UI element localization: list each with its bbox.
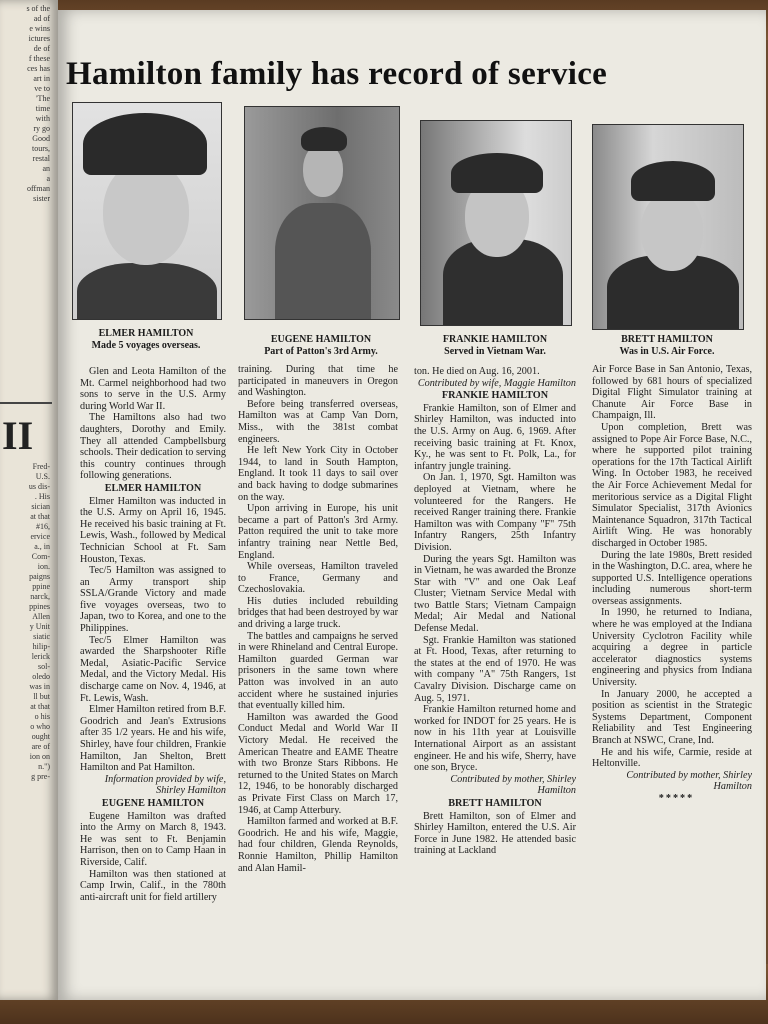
left-page-text-fragment: U.S.	[35, 472, 50, 481]
left-page-text-fragment: g pre-	[31, 772, 50, 781]
left-page-text-fragment: ictures	[28, 34, 50, 43]
left-page-text-fragment: Com-	[31, 552, 50, 561]
left-page-text-fragment: ought	[31, 732, 50, 741]
paragraph: The Hamiltons also had two daughters, Dorothy and Emily. They all attended Campbellsburg schools. Their dedication to serving this country continues through following generations.	[80, 412, 226, 482]
left-page-text-fragment: at that	[30, 512, 50, 521]
article-column-2	[238, 364, 398, 874]
left-page-text-fragment: narck,	[30, 592, 50, 601]
paragraph: During the late 1980s, Brett resided in the Washington, D.C. area, where he supported U.S. Intelligence operations including numerous short-term overseas assignments.	[592, 549, 752, 607]
left-page-text-fragment: 'The	[36, 94, 50, 103]
left-page-text-fragment: tours,	[32, 144, 50, 153]
photo-caption-text: Made 5 voyages overseas.	[91, 340, 201, 351]
section-heading: BRETT HAMILTON	[448, 797, 542, 809]
paragraph: He left New York City in October 1944, to land in South Hampton, England. It took 11 days to sail over and back having to dodge submarines on the way.	[238, 445, 398, 503]
left-page-text-fragment: ve to	[34, 84, 50, 93]
paragraph: In January 2000, he accepted a position as scientist in the Strategic Systems Department, Component Reliability and Test Engineering Branch at NSWC, Crane, Ind.	[592, 688, 752, 746]
left-page-text-fragment: n.")	[38, 762, 50, 771]
left-page-rule	[0, 402, 52, 404]
left-page-text-fragment: paigns	[29, 572, 50, 581]
left-page-text-fragment: ion on	[29, 752, 50, 761]
contributor-credit: Information provided by wife, Shirley Hamilton	[104, 773, 226, 797]
section-heading: FRANKIE HAMILTON	[441, 390, 549, 402]
left-page-text-fragment: sister	[33, 194, 50, 203]
end-mark: *****	[658, 792, 695, 804]
left-page-text-fragment: . His	[34, 492, 50, 501]
left-page-heading-fragment: II	[2, 413, 34, 458]
photo-caption-text: Part of Patton's 3rd Army.	[264, 346, 378, 357]
paragraph: The battles and campaigns he served in were Rhineland and Central Europe. Hamilton guarded German war prisoners in the same town where Patton was involved in an auto accident where he sustained injuries that eventually killed him.	[238, 630, 398, 712]
paragraph: Glen and Leota Hamilton of the Mt. Carmel neighborhood had two sons to serve in the U.S. Army during World War II.	[80, 366, 226, 412]
paragraph: Elmer Hamilton retired from B.F. Goodrich and Jean's Extrusions after 35 1/2 years. He and his wife, Shirley, have four children, Frankie Hamilton, Jan Shelton, Brett Hamilton and Pat Hamilton.	[80, 704, 226, 774]
contributor-credit: Contributed by mother, Shirley Hamilton	[626, 769, 752, 793]
photo-caption-name: BRETT HAMILTON	[621, 334, 713, 345]
photo-frankie-hamilton	[420, 120, 572, 326]
left-page-text-fragment: restal	[32, 154, 50, 163]
paragraph: ton. He died on Aug. 16, 2001.	[414, 366, 540, 377]
paragraph: training. During that time he participated in maneuvers in Oregon and Washington.	[238, 364, 398, 399]
left-page	[0, 0, 58, 1000]
article-column-4	[592, 364, 752, 805]
left-page-text-fragment: de of	[33, 44, 50, 53]
photo-caption-text: Was in U.S. Air Force.	[619, 346, 715, 357]
left-page-text-fragment: ll but	[33, 692, 50, 701]
paragraph: On Jan. 1, 1970, Sgt. Hamilton was deployed at Vietnam, where he volunteered for the Rangers. He received Ranger training there. Frankie Hamilton was with Company "F" 75th Infantry Rangers, 25th Infantry Division.	[414, 472, 576, 553]
left-page-text-fragment: s of the	[26, 4, 50, 13]
paragraph: Eugene Hamilton was drafted into the Army on March 8, 1943. He was sent to Ft. Benjamin Harrison, then on to Camp Haan in Riverside, Calif.	[80, 810, 226, 868]
left-page-text-fragment: a., in	[34, 542, 50, 551]
paragraph: Before being transferred overseas, Hamilton was at Camp Van Dorn, Miss., with the 381st combat engineers.	[238, 398, 398, 445]
photo-caption-text: Served in Vietnam War.	[444, 346, 546, 357]
left-page-text-fragment: with	[35, 114, 50, 123]
paragraph: He and his wife, Carmie, reside at Heltonville.	[592, 746, 752, 770]
left-page-text-fragment: a	[46, 174, 50, 183]
article-headline: Hamilton family has record of service	[66, 56, 608, 92]
paragraph: In 1990, he returned to Indiana, where he was employed at the Indiana University Cyclotron Facility while acquiring a degree in particle accelerator diagnostics systems engineering and physics from Indiana University.	[592, 607, 752, 689]
section-heading: EUGENE HAMILTON	[101, 797, 205, 809]
left-page-text-fragment: ad of	[33, 14, 50, 23]
left-page-text-fragment: an	[42, 164, 50, 173]
left-page-text-fragment: y Unit	[29, 622, 50, 631]
left-page-text-fragment: hilip-	[32, 642, 50, 651]
left-page-text-fragment: Allen	[32, 612, 50, 621]
photo-caption-name: EUGENE HAMILTON	[270, 334, 372, 345]
paragraph: Frankie Hamilton, son of Elmer and Shirley Hamilton, was inducted into the U.S. Army on Aug. 6, 1969. After receiving basic training at Ft. Knox, Ky., he was sent to Ft. Polk, La., for infantry jungle training.	[414, 402, 576, 472]
left-page-text-fragment: o who	[30, 722, 50, 731]
left-page-text-fragment: are of	[31, 742, 50, 751]
left-page-text-fragment: lerick	[31, 652, 50, 661]
paragraph: During the years Sgt. Hamilton was in Vietnam, he was awarded the Bronze Star with "V" and one Oak Leaf Cluster; Vietnam Service Medal with two Battle Stars; Vietnam Campaign Medal; Air Medal and National Defense Medal.	[414, 553, 576, 635]
left-page-text-fragment: oledo	[32, 672, 50, 681]
paragraph: Elmer Hamilton was inducted in the U.S. Army on April 16, 1945. He received his basic training at Ft. Lewis, Wash., followed by Medical Technician School at Ft. Sam Houston, Texas.	[80, 495, 226, 565]
paragraph: Hamilton farmed and worked at B.F. Goodrich. He and his wife, Maggie, had four children, Glenda Reynolds, Ronnie Hamilton, Phillip Hamilton and Alan Hamil-	[238, 816, 398, 874]
paragraph: Upon completion, Brett was assigned to Pope Air Force Base, N.C., where he supported pilot training operations for the 17th Tactical Airlift Wing. In October 1983, he received the Air Force Achievement Medal for meritorious service as a Digital Flight Simulator Specialist, 317th Avionics Maintenance Squadron, 317th Tactical Airlift Wing. He was honorably discharged in October 1985.	[592, 421, 752, 549]
left-page-text-fragment: sician	[31, 502, 50, 511]
left-page-text-fragment: ry go	[33, 124, 50, 133]
left-page-text-fragment: ces has	[27, 64, 50, 73]
left-page-text-fragment: ervice	[30, 532, 50, 541]
paragraph: While overseas, Hamilton traveled to France, Germany and Czechoslovakia.	[238, 561, 398, 596]
article-column-1	[80, 366, 226, 903]
newspaper-page	[58, 10, 766, 1000]
paragraph: Upon arriving in Europe, his unit became a part of Patton's 3rd Army. Patton required the unit to take more infantry training near Nettle Bed, England.	[238, 503, 398, 561]
left-page-text-fragment: o his	[34, 712, 50, 721]
paragraph: His duties included rebuilding bridges that had been destroyed by war and driving a large truck.	[238, 595, 398, 631]
left-page-text-fragment: siatic	[33, 632, 50, 641]
left-page-text-fragment: was in	[29, 682, 50, 691]
paragraph: Tec/5 Elmer Hamilton was awarded the Sharpshooter Rifle Medal, Asiatic-Pacific Service Medal, and the Victory Medal. His discharge came on Nov. 4, 1946, at Ft. Lewis, Wash.	[80, 634, 226, 704]
left-page-text-fragment: sol-	[38, 662, 50, 671]
left-page-text-fragment: ppines	[29, 602, 50, 611]
paragraph: Hamilton was awarded the Good Conduct Medal and World War II Victory Medal. He received the American Theatre and EAME Theatre with two Bronze Stars Ribbons. He returned to the United States on March 12, 1946, to be honorably discharged as Private First Class on March 17, 1946, at Camp Atterbury.	[238, 711, 398, 816]
paragraph: Sgt. Frankie Hamilton was stationed at Ft. Hood, Texas, after returning to the states at the end of 1970. He was with company "A" 75th Rangers, 1st Cavalry Division. Discharge came on Aug. 5, 1971.	[414, 634, 576, 704]
paragraph: Air Force Base in San Antonio, Texas, followed by 681 hours of specialized Digital Flight Simulator training at Chanute Air Force Base in Champaign, Ill.	[592, 364, 752, 422]
left-page-text-fragment: f these	[28, 54, 50, 63]
paragraph: Frankie Hamilton returned home and worked for INDOT for 25 years. He is now in his 11th year at Louisville International Airport as an assistant engineer. He and his wife, Sherry, have one son, Bryce.	[414, 704, 576, 774]
left-page-text-fragment: e wins	[29, 24, 50, 33]
left-page-text-fragment: time	[35, 104, 50, 113]
paragraph: Brett Hamilton, son of Elmer and Shirley Hamilton, entered the U.S. Air Force in June 1982. He attended basic training at Lackland	[414, 810, 576, 857]
section-heading: ELMER HAMILTON	[104, 482, 202, 494]
article-column-3	[414, 366, 576, 857]
paragraph: Hamilton was then stationed at Camp Irwin, Calif., in the 780th anti-aircraft unit for field artillery	[80, 868, 226, 903]
left-page-text-column	[0, 4, 50, 204]
photo-brett-hamilton	[592, 124, 744, 330]
left-page-text-fragment: Fred-	[32, 462, 50, 471]
left-page-text-fragment: offman	[27, 184, 50, 193]
left-page-text-fragment: #16,	[36, 522, 50, 531]
photo-elmer-hamilton	[72, 102, 222, 320]
left-page-text-fragment: at that	[30, 702, 50, 711]
left-page-text-fragment: Good	[32, 134, 50, 143]
left-page-text-fragment: ion.	[37, 562, 50, 571]
left-page-text-fragment: us dis-	[28, 482, 50, 491]
left-page-text-fragment: art in	[33, 74, 50, 83]
contributor-credit: Contributed by mother, Shirley Hamilton	[450, 773, 576, 797]
photo-caption-name: FRANKIE HAMILTON	[442, 334, 548, 345]
photo-caption-name: ELMER HAMILTON	[98, 328, 194, 339]
contributor-credit: Contributed by wife, Maggie Hamilton	[417, 377, 576, 389]
left-page-text-column-lower	[0, 462, 50, 782]
paragraph: Tec/5 Hamilton was assigned to an Army transport ship SSLA/Grande Victory and made five voyages overseas, two to Japan, two to Korea, and one to the Philippines.	[80, 565, 226, 635]
photo-eugene-hamilton	[244, 106, 400, 320]
left-page-text-fragment: ppine	[32, 582, 50, 591]
